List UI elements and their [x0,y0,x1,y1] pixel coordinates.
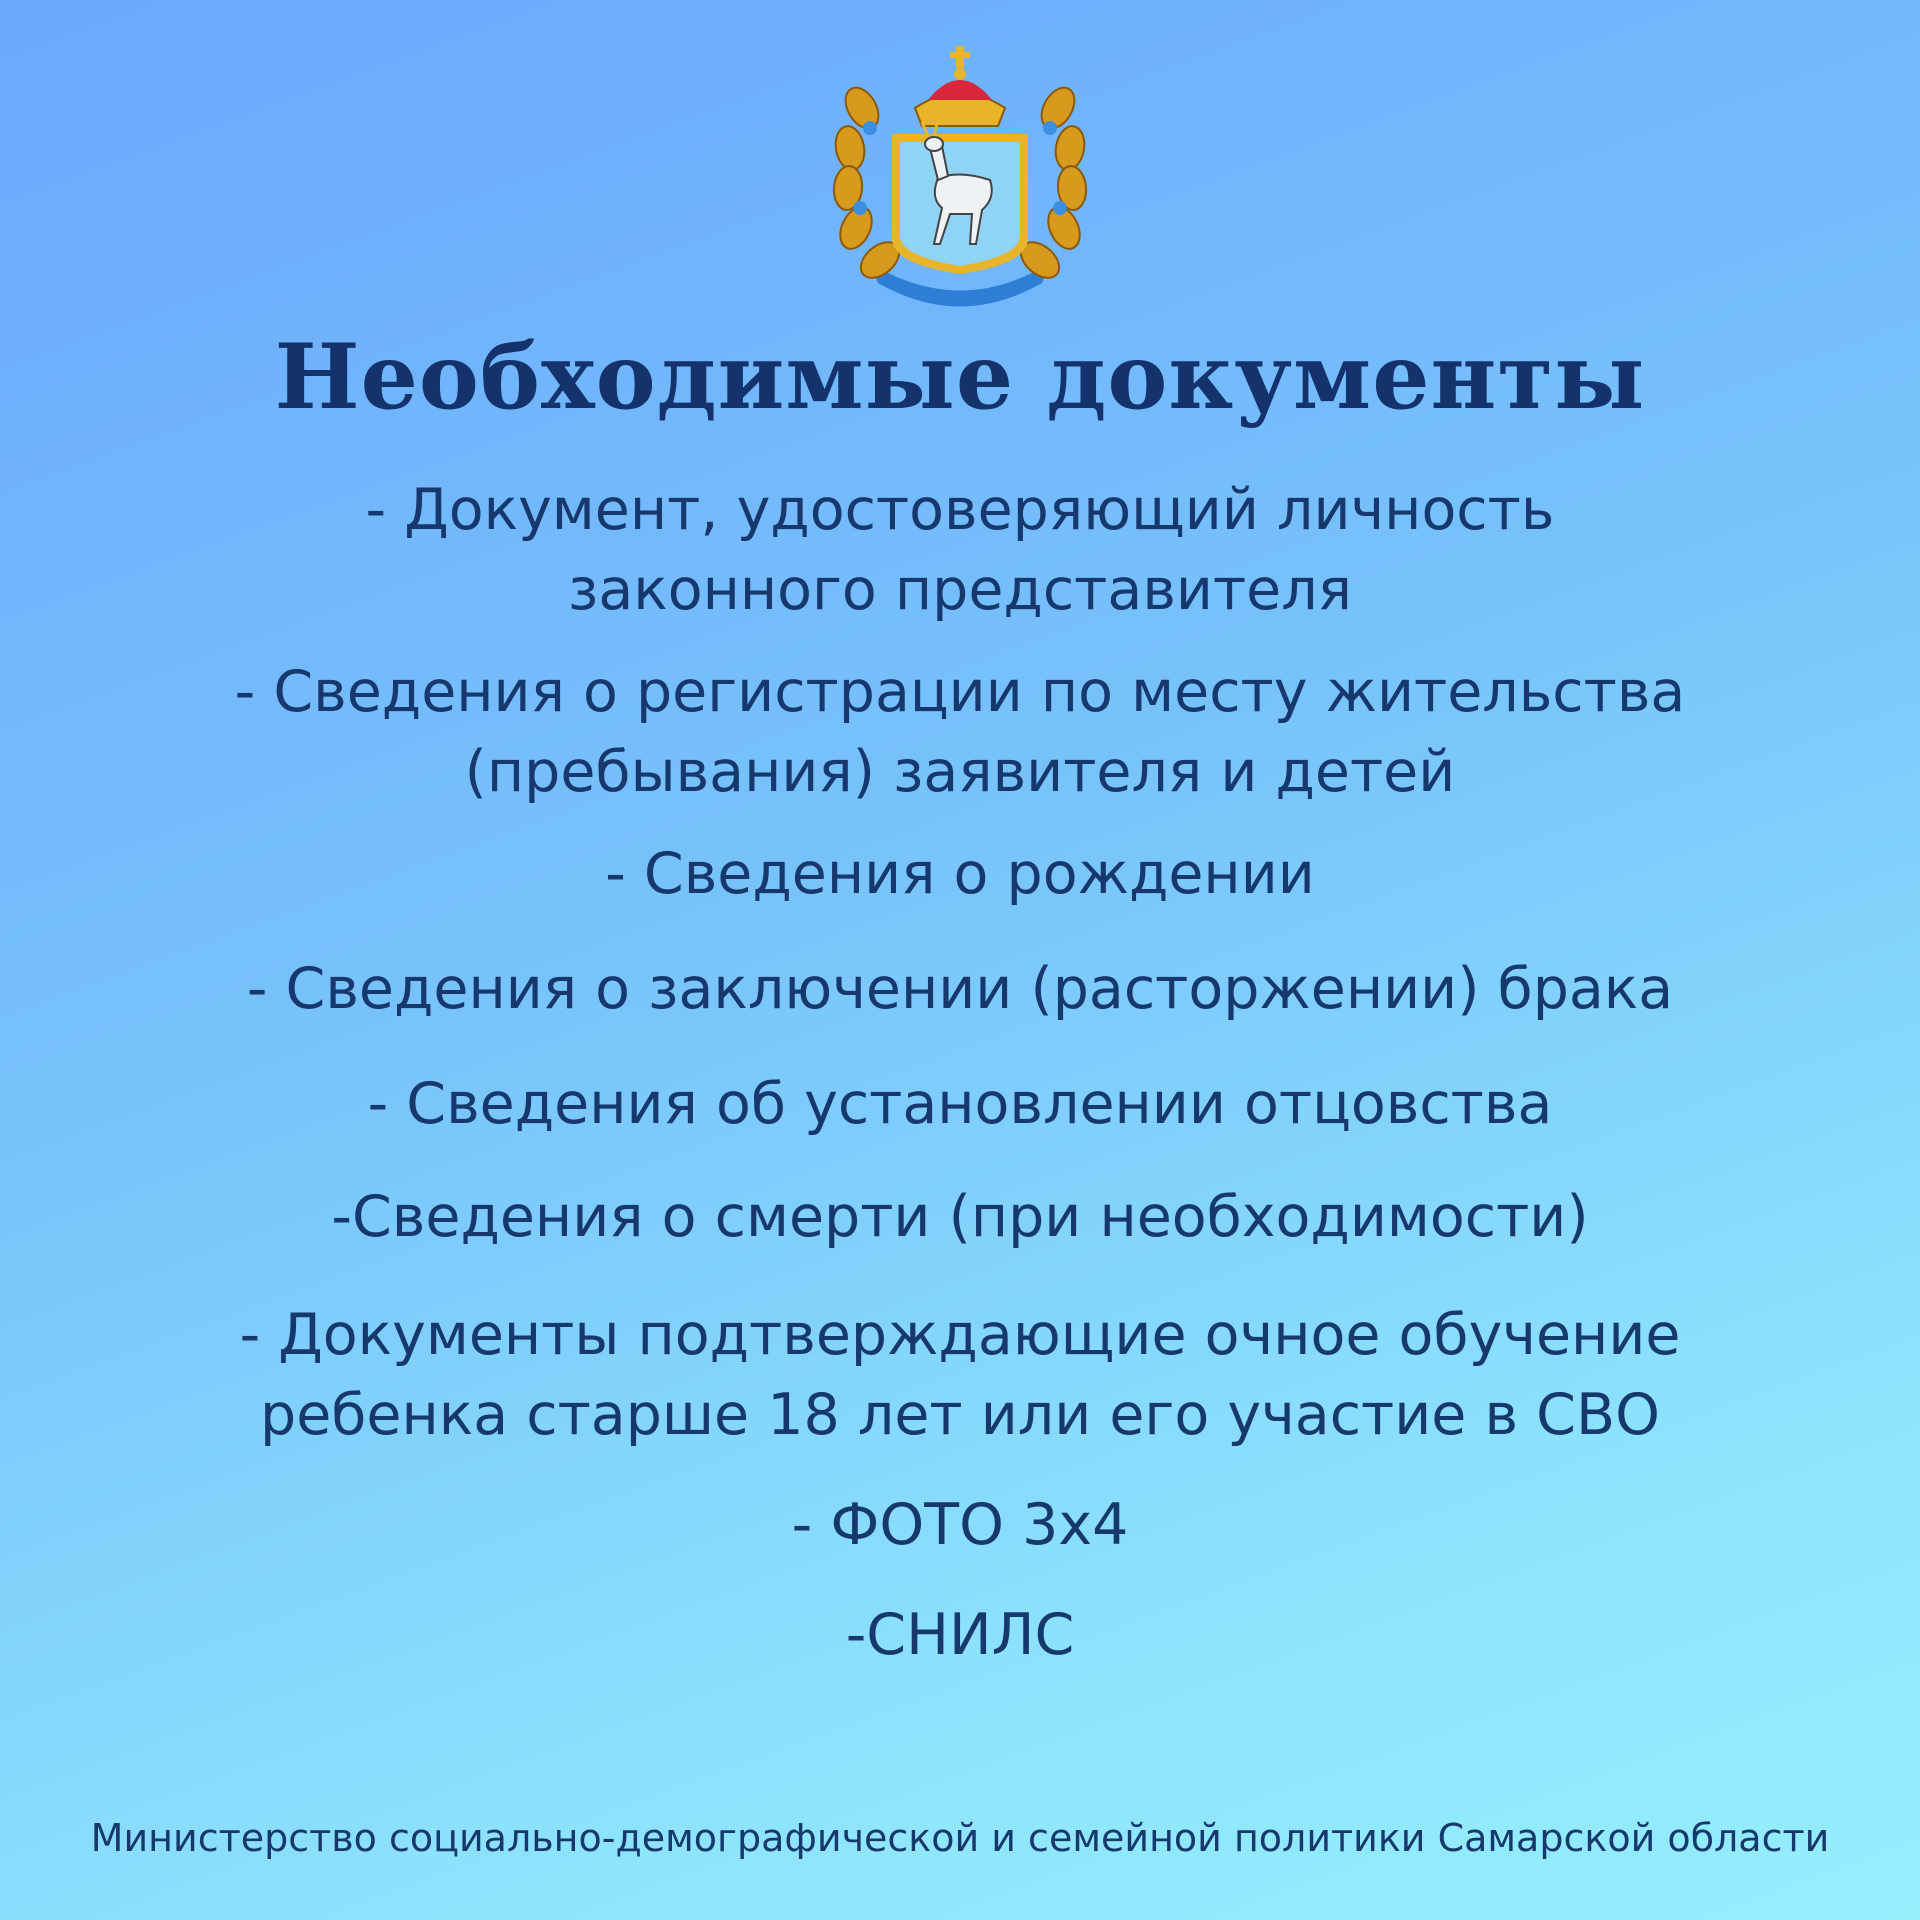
documents-list [0,470,1920,1675]
list-item: - ФОТО 3х4 [791,1492,1129,1558]
list-item: -СНИЛС [845,1602,1075,1668]
list-item: - Сведения о регистрации по месту жительства (пребывания) заявителя и детей [234,659,1686,805]
list-item: - Сведения о рождении [605,841,1315,907]
list-item: - Сведения о заключении (расторжении) брака [246,956,1674,1022]
list-item: - Документ, удостоверяющий личность законного представителя [365,477,1555,623]
ministry-footer: Министерство социально-демографической и семейной политики Самарской области [90,1816,1830,1860]
page-title: Необходимые документы [274,324,1646,430]
list-item: - Документы подтверждающие очное обучение ребенка старше 18 лет или его участие в СВО [239,1302,1681,1448]
list-item: -Сведения о смерти (при необходимости) [331,1184,1589,1250]
samara-region-coat-of-arms-icon [820,38,1100,308]
list-item: - Сведения об установлении отцовства [367,1071,1553,1137]
